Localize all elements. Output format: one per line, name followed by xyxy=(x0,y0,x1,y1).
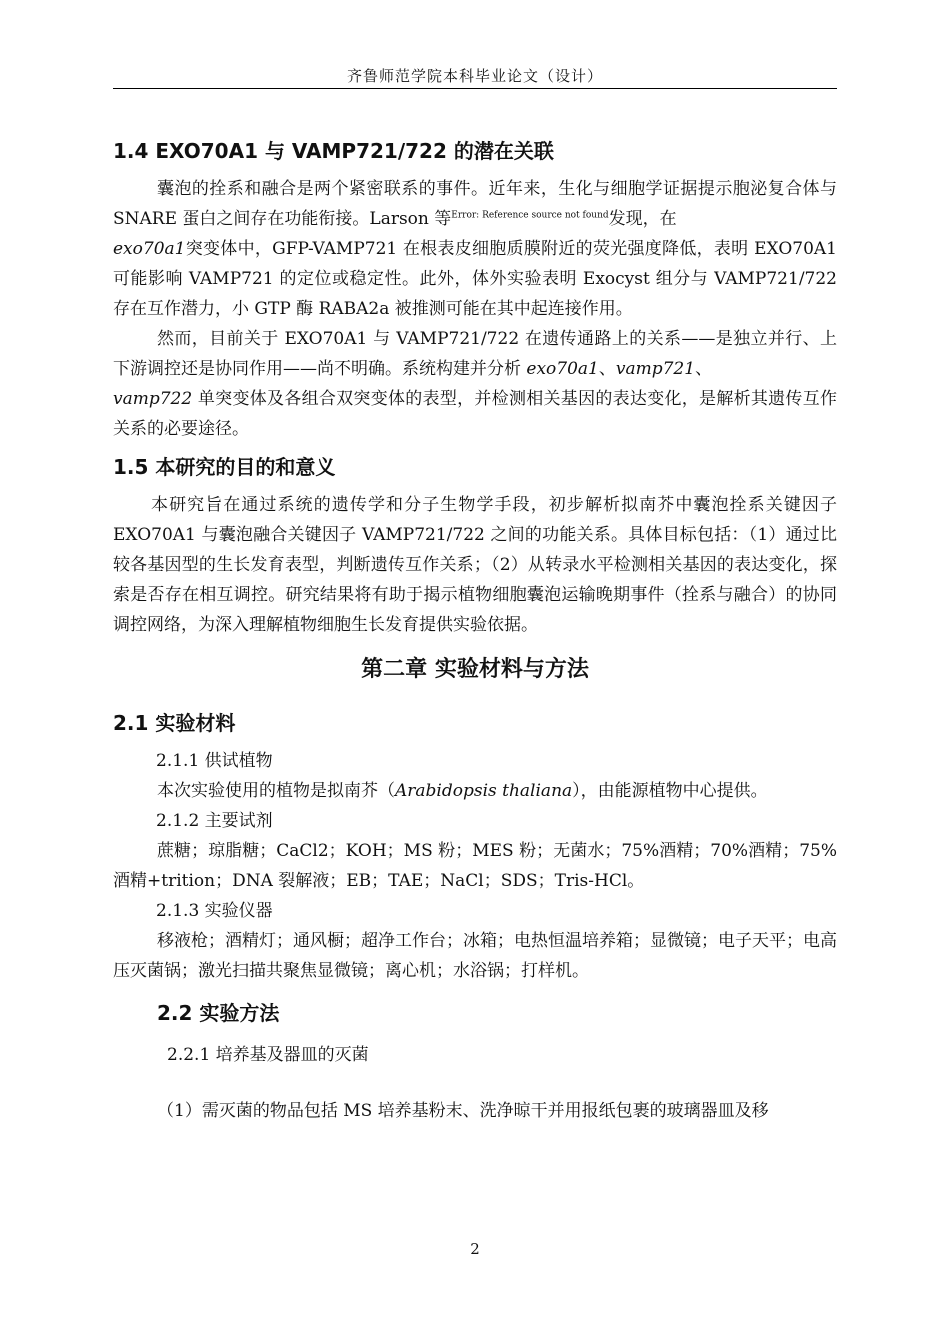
section-2-1-heading: 2.1 实验材料 xyxy=(113,711,236,735)
gene-name-italic: exo70a1 xyxy=(526,359,599,379)
chapter-2-title: 第二章 实验材料与方法 xyxy=(361,657,589,682)
separator: 、 xyxy=(598,359,616,379)
text-run: 然而，目前关于 EXO70A1 与 VAMP721/722 在遗传通路上的关系——是独立并行、上下游调控还是协同作用——尚不明确。系统构建并分析 xyxy=(113,329,837,379)
page-body xyxy=(113,128,837,1126)
section-1-5-paragraph: 本研究旨在通过系统的遗传学和分子生物学手段，初步解析拟南芥中囊泡拴系关键因子 EXO70A1 与囊泡融合关键因子 VAMP721/722 之间的功能关系。具体目标包括：（1）通过比较各基因型的生长发育表型，判断遗传互作关系；（2）从转录水平检测相关基因的表达变化，探索是否存在相互调控。研究结果将有助于揭示植物细胞囊泡运输晚期事件（拴系与融合）的协同调控网络，为深入理解植物细胞生长发育提供实验依据。 xyxy=(113,495,837,635)
text-run: 囊泡的拴系和融合是两个紧密联系的事件。近年来，生化与细胞学证据提示胞泌复合体与 SNARE 蛋白之间存在功能衔接。Larson 等 xyxy=(113,179,837,229)
text-run: 发现，在 xyxy=(608,209,677,229)
running-header: 齐鲁师范学院本科毕业论文（设计） xyxy=(113,66,837,89)
subsection-2-2-1-paragraph: （1）需灭菌的物品包括 MS 培养基粉末、洗净晾干并用报纸包裹的玻璃器皿及移 xyxy=(157,1101,769,1121)
reference-error-superscript: Error: Reference source not found xyxy=(451,210,609,221)
subsection-2-1-3-heading: 2.1.3 实验仪器 xyxy=(156,901,273,921)
subsection-2-1-2-paragraph: 蔗糖；琼脂糖；CaCl2；KOH；MS 粉；MES 粉；无菌水；75%酒精；70%酒精；75%酒精+trition；DNA 裂解液；EB；TAE；NaCl；SDS；Tris-HCl。 xyxy=(113,841,837,891)
gene-name-italic: vamp721 xyxy=(615,359,696,379)
subsection-2-2-1-heading: 2.2.1 培养基及器皿的灭菌 xyxy=(167,1045,369,1065)
subsection-2-1-1-paragraph xyxy=(113,776,837,806)
subsection-2-1-1-heading: 2.1.1 供试植物 xyxy=(156,751,273,771)
text-run: ），由能源植物中心提供。 xyxy=(572,781,768,801)
section-1-4-paragraph-1 xyxy=(113,174,837,324)
gene-name-italic: exo70a1 xyxy=(113,239,186,259)
section-1-5-heading: 1.5 本研究的目的和意义 xyxy=(113,455,336,479)
text-run: 单突变体及各组合双突变体的表型，并检测相关基因的表达变化，是解析其遗传互作关系的必要途径。 xyxy=(113,389,837,439)
page-number: 2 xyxy=(470,1240,480,1258)
subsection-2-1-3-paragraph: 移液枪；酒精灯；通风橱；超净工作台；冰箱；电热恒温培养箱；显微镜；电子天平；电高压灭菌锅；激光扫描共聚焦显微镜；离心机；水浴锅；打样机。 xyxy=(113,931,837,981)
section-1-4-heading: 1.4 EXO70A1 与 VAMP721/722 的潜在关联 xyxy=(113,139,554,163)
text-run: 突变体中，GFP-VAMP721 在根表皮细胞质膜附近的荧光强度降低，表明 EXO70A1 可能影响 VAMP721 的定位或稳定性。此外，体外实验表明 Exocyst 组分与 VAMP721/722 存在互作潜力，小 GTP 酶 RABA2a 被推测可能在其中起连接作用。 xyxy=(113,239,837,319)
text-run: 本次实验使用的植物是拟南芥（ xyxy=(157,781,395,801)
subsection-2-1-2-heading: 2.1.2 主要试剂 xyxy=(156,811,273,831)
separator: 、 xyxy=(695,359,713,379)
gene-name-italic: vamp722 xyxy=(113,389,193,409)
section-1-4-paragraph-2 xyxy=(113,324,837,444)
section-2-2-heading: 2.2 实验方法 xyxy=(157,1001,280,1025)
species-name-italic: Arabidopsis thaliana xyxy=(395,781,573,801)
